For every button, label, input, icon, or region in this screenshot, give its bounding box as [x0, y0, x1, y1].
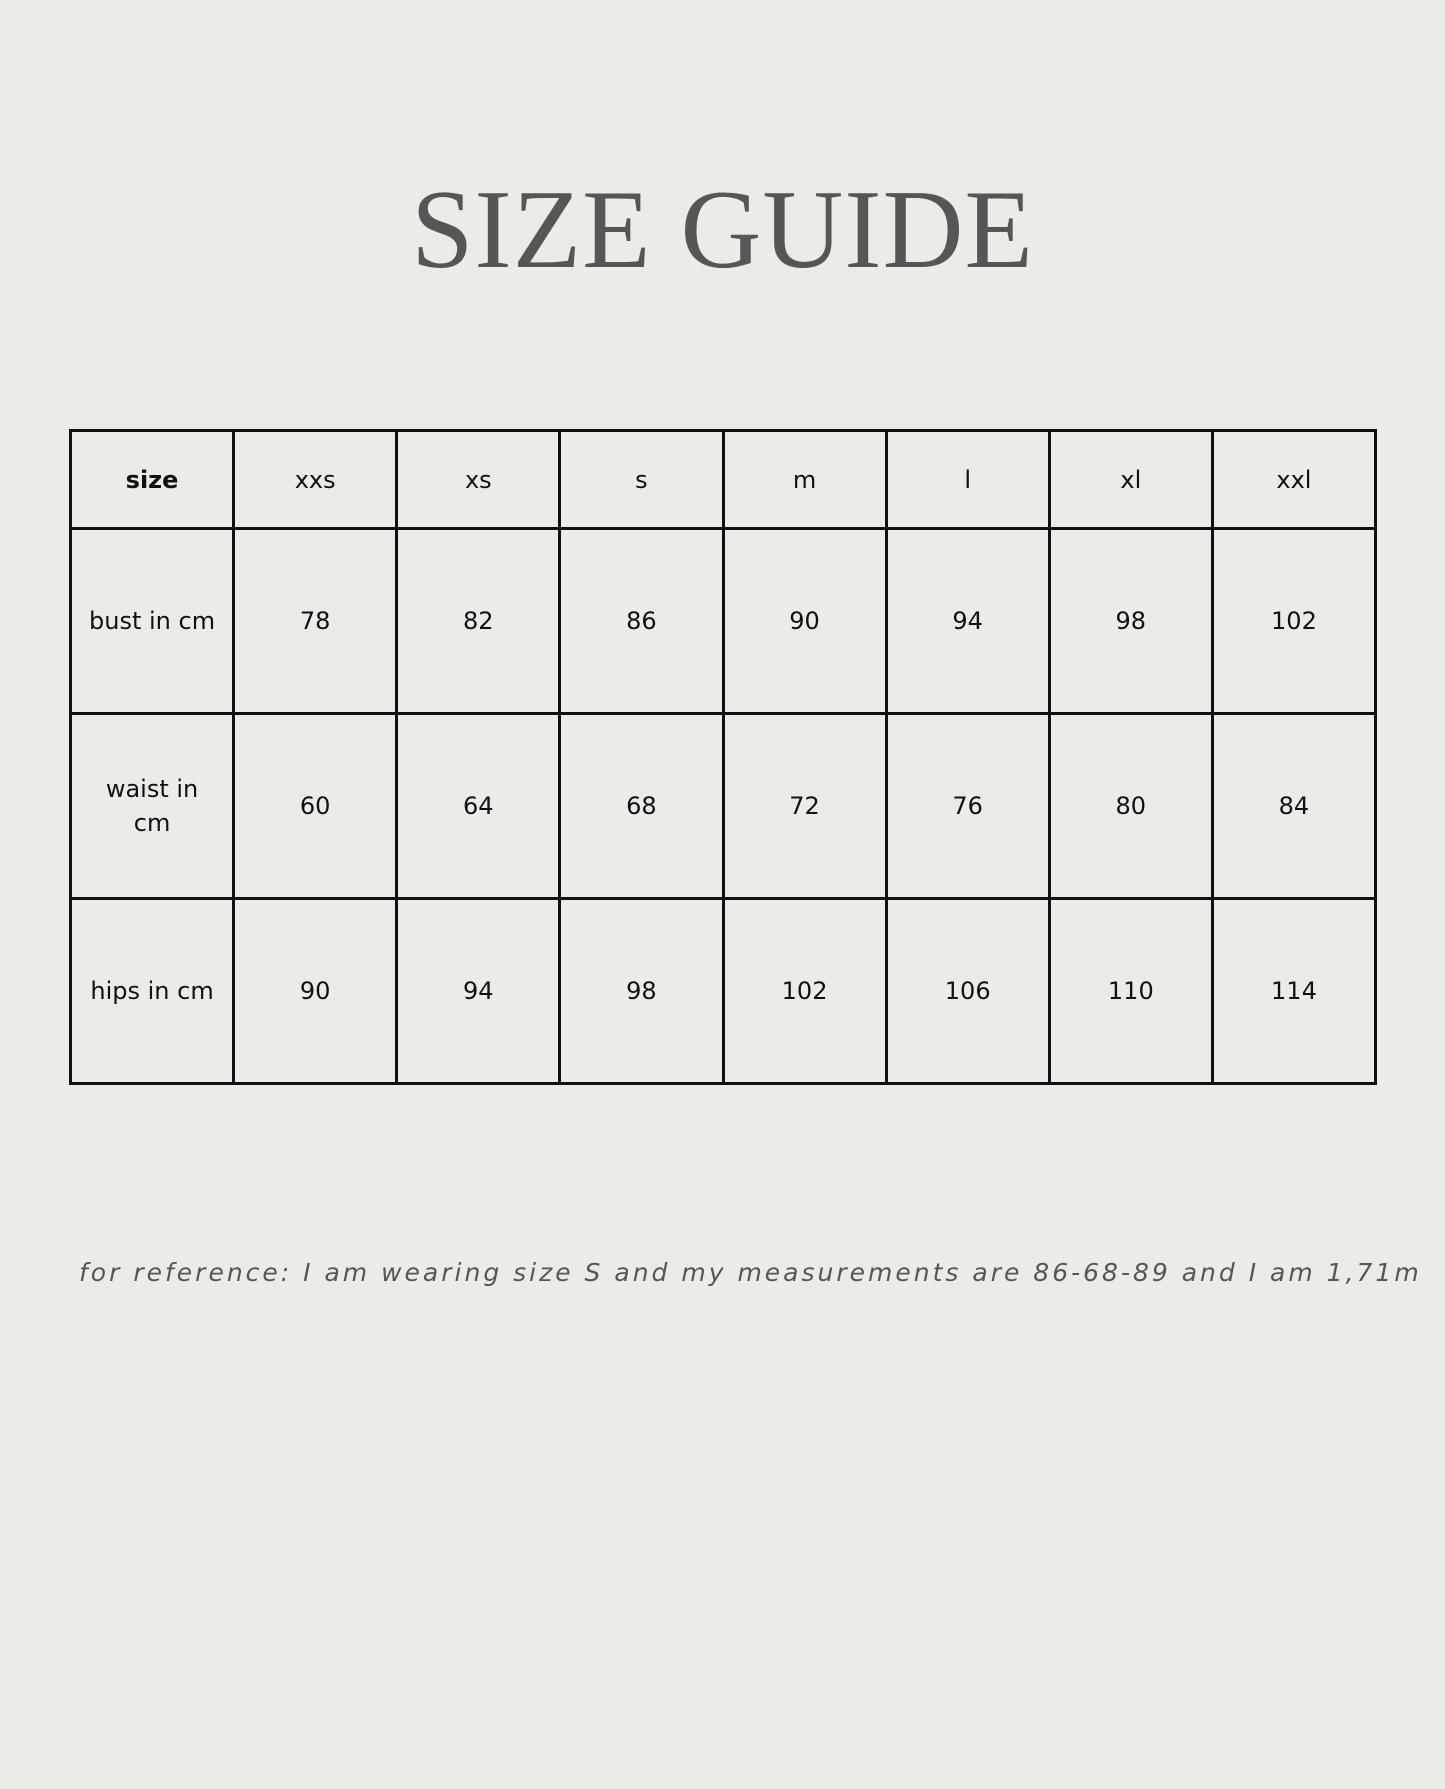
size-header-l: l [886, 431, 1049, 529]
table-row-waist [71, 714, 1376, 899]
table-cell: 98 [560, 899, 723, 1084]
table-cell: 90 [723, 529, 886, 714]
table-cell: 82 [397, 529, 560, 714]
reference-note: for reference: I am wearing size S and my measurements are 86-68-89 and I am 1,71m [79, 1258, 1422, 1287]
table-cell: 72 [723, 714, 886, 899]
row-label-waist: waist in cm [71, 714, 234, 899]
table-header-row [71, 431, 1376, 529]
size-header-s: s [560, 431, 723, 529]
table-cell: 94 [397, 899, 560, 1084]
table-cell: 90 [234, 899, 397, 1084]
table-cell: 98 [1049, 529, 1212, 714]
table-cell: 84 [1212, 714, 1375, 899]
size-header-xxl: xxl [1212, 431, 1375, 529]
table-cell: 102 [1212, 529, 1375, 714]
table-cell: 110 [1049, 899, 1212, 1084]
table-cell: 114 [1212, 899, 1375, 1084]
table-cell: 86 [560, 529, 723, 714]
table-cell: 106 [886, 899, 1049, 1084]
size-guide-table [69, 429, 1377, 1085]
row-label-hips: hips in cm [71, 899, 234, 1084]
table-cell: 68 [560, 714, 723, 899]
row-label-bust: bust in cm [71, 529, 234, 714]
size-header-xl: xl [1049, 431, 1212, 529]
table-row-hips [71, 899, 1376, 1084]
page-title: SIZE GUIDE [411, 168, 1034, 292]
table-cell: 94 [886, 529, 1049, 714]
size-header-m: m [723, 431, 886, 529]
table-cell: 80 [1049, 714, 1212, 899]
table-cell: 102 [723, 899, 886, 1084]
table-cell: 64 [397, 714, 560, 899]
table-cell: 76 [886, 714, 1049, 899]
size-column-header: size [71, 431, 234, 529]
table-cell: 60 [234, 714, 397, 899]
table-row-bust [71, 529, 1376, 714]
size-header-xs: xs [397, 431, 560, 529]
size-header-xxs: xxs [234, 431, 397, 529]
table-cell: 78 [234, 529, 397, 714]
